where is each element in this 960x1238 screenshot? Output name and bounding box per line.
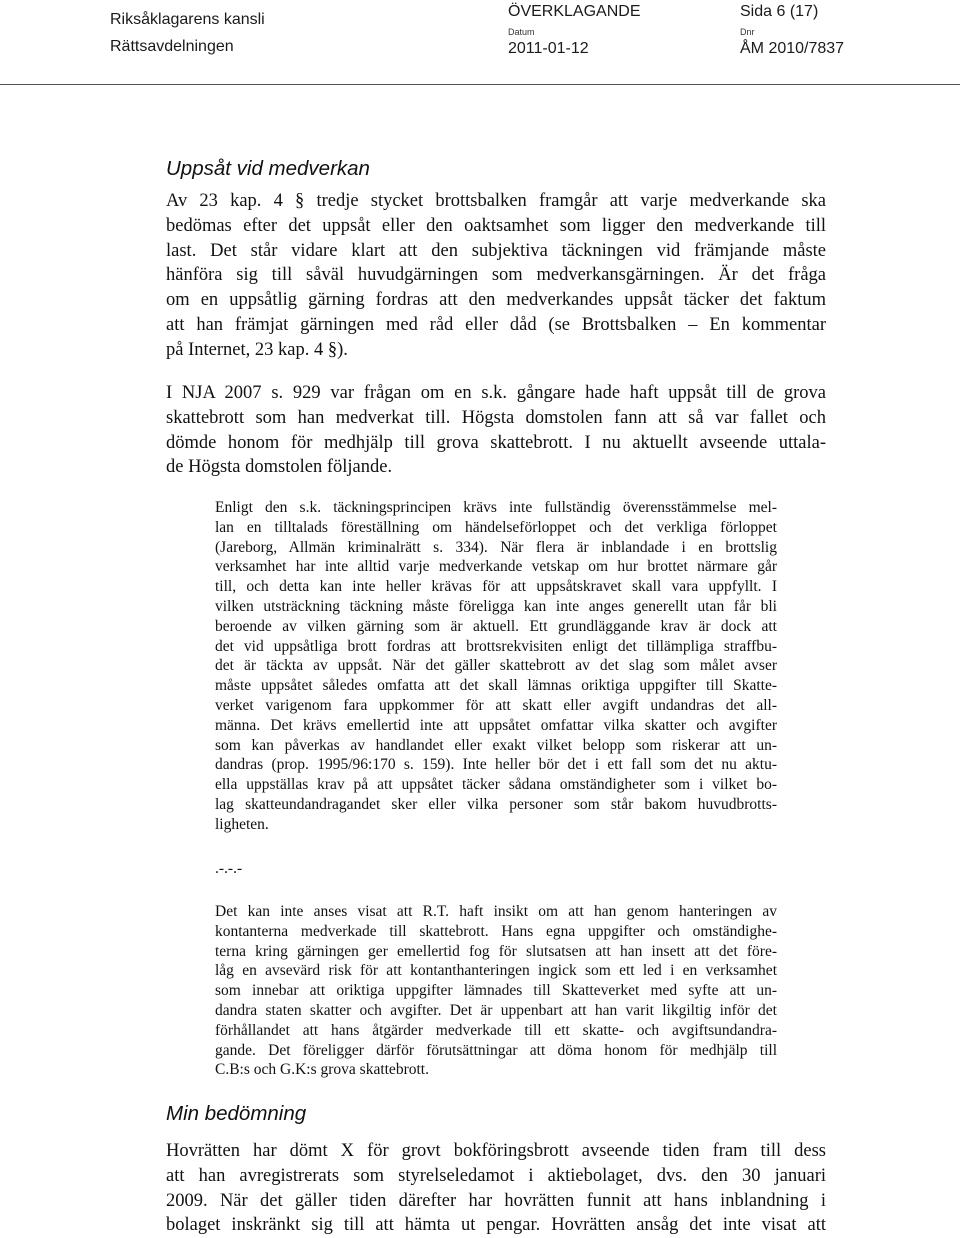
text-line: I NJA 2007 s. 929 var frågan om en s.k. gångare hade haft uppsåt till de grova (166, 383, 826, 403)
quote-line: gande. Det föreligger därför förutsättningar att döma honom för medhjälp till (215, 1041, 777, 1059)
dnr-number: ÅM 2010/7837 (740, 40, 845, 57)
text-line: dömde honom för medhjälp till grova skattebrott. I nu aktuellt avseende uttala- (166, 432, 826, 453)
paragraph-nja-case (166, 381, 826, 480)
text-line: att han avregistrerats som styrelseledamot i aktiebolaget, dvs. den 30 januari (166, 1165, 826, 1186)
quote-line: Enligt den s.k. täckningsprincipen krävs inte fullständig överensstämmelse mel- (215, 499, 777, 516)
quote-line: Det kan inte anses visat att R.T. haft insikt om att han genom hanteringen av (215, 903, 777, 920)
paragraph-assessment (166, 1139, 826, 1238)
quote-line: kontanterna medverkade till skattebrott. Hans egna uppgifter och omständighe- (215, 922, 777, 940)
document-date: 2011-01-12 (508, 40, 589, 57)
quote-line: förhållandet att hans åtgärder medverkade till ett skatte- och avgiftsundandra- (215, 1021, 777, 1039)
quote-separator: .-.-.- (215, 860, 243, 877)
document-type: ÖVERKLAGANDE (508, 3, 641, 20)
text-line: hänföra sig till såväl huvudgärningen som medverkansgärningen. Är det fråga (166, 265, 826, 286)
text-line: Hovrätten har dömt X för grovt bokföringsbrott avseende tiden fram till dess (166, 1141, 826, 1161)
text-line: om en uppsåtlig gärning fordras att den medverkandes uppsåt täcker det faktum (166, 290, 826, 311)
quote-line: som innebar att oriktiga uppgifter lämnades till Skatteverket med syfte att un- (215, 982, 777, 1000)
quote-line: lag skatteundandragandet sker eller vilka personer som står bakom huvudbrotts- (215, 795, 777, 813)
text-line: de Högsta domstolen följande. (166, 457, 393, 478)
quote-line: beroende av vilken gärning som är aktuell. Ett grundläggande krav är dock att (215, 617, 777, 635)
quote-line: dandras (prop. 1995/96:170 s. 159). Inte heller bör det i ett fall som det nu aktu- (215, 756, 777, 774)
quote-line: det är täckta av uppsåt. När det gäller skattebrott av det slag som målet avser (215, 657, 777, 675)
text-line: 2009. När det gäller tiden därefter har hovrätten funnit att hans inblandning i (166, 1190, 826, 1211)
quote-line: (Jareborg, Allmän kriminalrätt s. 334). När flera är inblandade i en brottslig (215, 538, 777, 556)
text-line: på Internet, 23 kap. 4 §). (166, 339, 348, 360)
quote-line: det vid uppsåtliga brott fordras att brottsrekvisiten enligt det tillämpliga straffbu- (215, 637, 777, 655)
department-name: Rättsavdelningen (110, 38, 234, 55)
quote-block-ruling (215, 902, 777, 1080)
text-line: skattebrott som han medverkat till. Högsta domstolen fann att så var fallet och (166, 407, 826, 428)
authority-name: Riksåklagarens kansli (110, 11, 265, 28)
section-heading-assessment: Min bedömning (166, 1102, 307, 1125)
date-label: Datum (508, 27, 535, 37)
header-divider (0, 84, 960, 85)
quote-line: verksamhet har inte alltid varje medverkande vetskap om hur brottet närmare går (215, 558, 777, 576)
text-line: Av 23 kap. 4 § tredje stycket brottsbalken framgår att varje medverkande ska (166, 191, 826, 211)
quote-line: som kan påverkas av handlandet eller exakt vilket belopp som riskerar att un- (215, 736, 777, 754)
quote-line: till, och detta kan inte heller krävas för att uppsåtskravet skall vara uppfyllt. I (215, 578, 777, 596)
quote-line: verket varigenom fara uppkommer för att skatt eller avgift undandras det all- (215, 696, 777, 714)
quote-line: C.B:s och G.K:s grova skattebrott. (215, 1061, 429, 1079)
quote-line: måste uppsåtet således omfatta att det skall lämnas oriktiga uppgifter till Skatte- (215, 677, 777, 695)
quote-line: ella uppställas krav på att uppsåtet täcker sådana omständigheter som i vilket bo- (215, 776, 777, 794)
text-line: bolaget inskränkt sig till att hämta ut pengar. Hovrätten ansåg det inte visat att (166, 1215, 826, 1236)
dnr-label: Dnr (740, 27, 755, 37)
quote-line: låg en avsevärd risk för att kontanthanteringen ingick som ett led i en verksamhet (215, 962, 777, 980)
text-line: bedömas efter det uppsåt eller den oaktsamhet som ligger den medverkande till (166, 215, 826, 236)
text-line: att han främjat gärningen med råd eller dåd (se Brottsbalken – En kommentar (166, 314, 826, 335)
quote-line: männa. Det krävs emellertid inte att uppsåtet omfattar vilka skatter och avgifter (215, 716, 777, 734)
quote-line: vilken utsträckning täckning måste föreligga kan inte anges generellt utan får bli (215, 597, 777, 615)
section-heading-intent: Uppsåt vid medverkan (166, 157, 370, 180)
quote-line: ligheten. (215, 815, 269, 833)
quote-line: dandra staten skatter och avgifter. Det är uppenbart att han varit likgiltig inför det (215, 1001, 777, 1019)
quote-line: lan en tilltalads föreställning om händelseförloppet och det verkliga förloppet (215, 518, 777, 536)
paragraph-intent-law (166, 189, 826, 363)
quote-line: terna kring gärningen ger emellertid fog för slutsatsen att han insett att det före- (215, 942, 777, 960)
page-number: Sida 6 (17) (740, 3, 819, 20)
quote-block-court (215, 498, 777, 835)
text-line: last. Det står vidare klart att den subjektiva täckningen vid främjande måste (166, 240, 826, 261)
